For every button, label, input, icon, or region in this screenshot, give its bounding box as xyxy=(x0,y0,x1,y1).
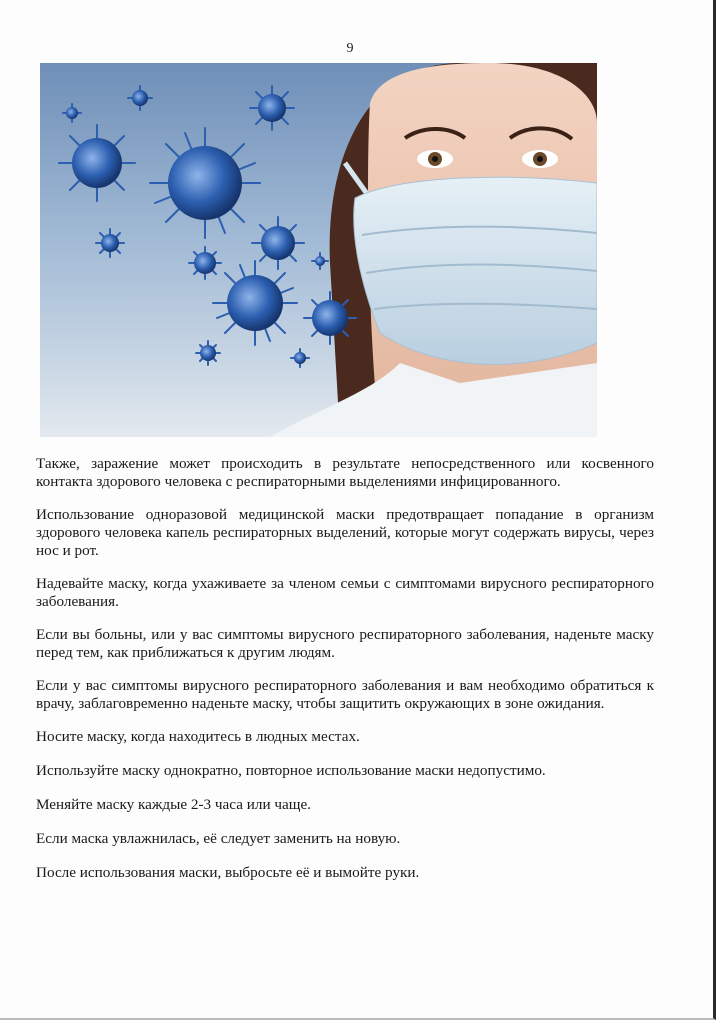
virus-icon xyxy=(63,104,81,122)
virus-icon xyxy=(150,128,260,238)
paragraph-family-care: Надевайте маску, когда ухаживаете за членом семьи с симптомами вирусного респираторного заболевания. xyxy=(36,575,654,610)
left-pupil-shape xyxy=(432,156,438,162)
virus-icon xyxy=(304,292,356,344)
virus-cluster xyxy=(59,86,356,367)
right-pupil-shape xyxy=(537,156,543,162)
paragraph-wet-mask: Если маска увлажнилась, её следует заменить на новую. xyxy=(36,830,401,847)
woman-in-medical-mask-with-viruses-illustration xyxy=(40,63,597,437)
body-text xyxy=(36,455,654,898)
virus-icon xyxy=(213,261,297,345)
virus-icon xyxy=(128,86,152,110)
paragraph-single-use: Используйте маску однократно, повторное использование маски недопустимо. xyxy=(36,762,546,779)
medical-mask-shape xyxy=(354,177,597,364)
paragraph-doctor-visit: Если у вас симптомы вирусного респираторного заболевания и вам необходимо обратиться к врачу, заблаговременно наденьте маску, чтобы защитить окружающих в зоне ожидания. xyxy=(36,677,654,712)
illustration-svg xyxy=(40,63,597,437)
paragraph-contact-transmission: Также, заражение может происходить в результате непосредственного или косвенного контакта здорового человека с респираторными выделениями инфицированного. xyxy=(36,455,654,490)
virus-icon xyxy=(59,125,135,201)
virus-icon xyxy=(189,247,221,279)
virus-icon xyxy=(96,229,124,257)
page-number: 9 xyxy=(346,41,354,56)
virus-icon xyxy=(196,341,220,365)
paragraph-if-sick: Если вы больны, или у вас симптомы вирусного респираторного заболевания, наденьте маску перед тем, как приближаться к другим людям. xyxy=(36,626,654,661)
virus-icon xyxy=(250,86,294,130)
paragraph-change-frequency: Меняйте маску каждые 2-3 часа или чаще. xyxy=(36,796,311,813)
paragraph-mask-protection: Использование одноразовой медицинской маски предотвращает попадание в организм здорового человека капель респираторных выделений, которые могут содержать вирусы, через нос и рот. xyxy=(36,506,654,559)
virus-icon xyxy=(252,217,304,269)
virus-icon xyxy=(312,253,328,269)
paragraph-disposal: После использования маски, выбросьте её и вымойте руки. xyxy=(36,864,420,881)
virus-icon xyxy=(291,349,309,367)
paragraph-crowded-places: Носите маску, когда находитесь в людных местах. xyxy=(36,728,360,745)
